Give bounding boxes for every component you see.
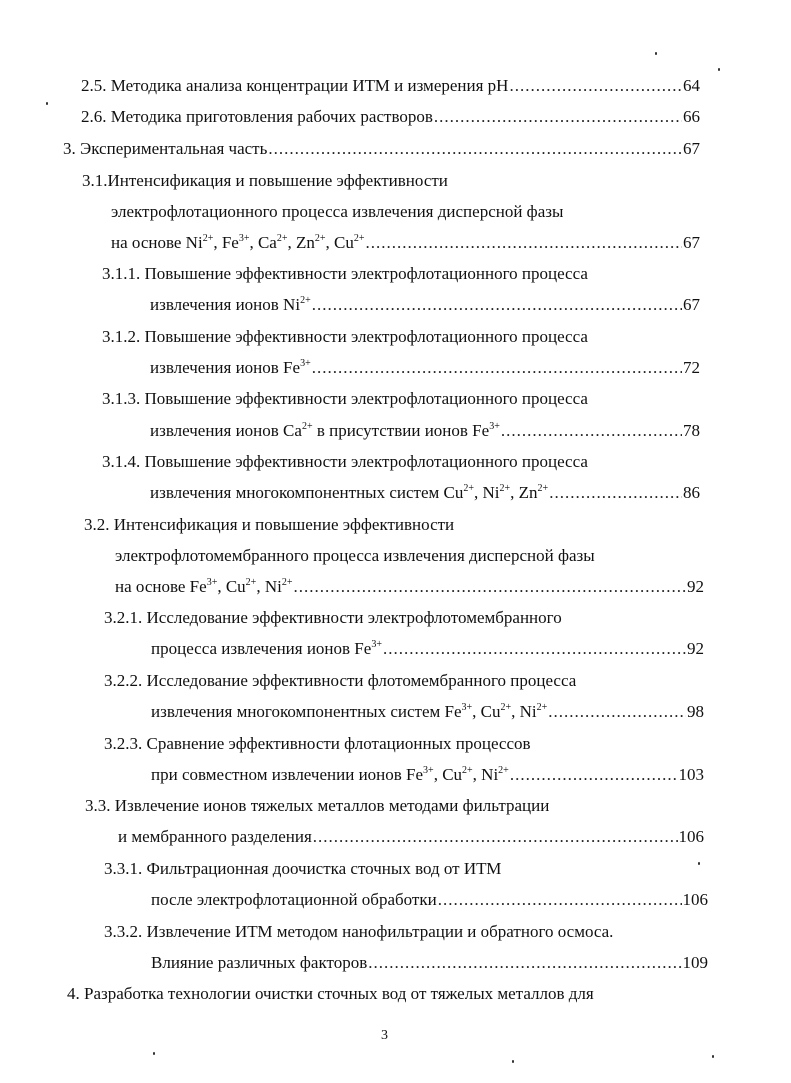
toc-entry-title: извлечения многокомпонентных систем $Fe^{3+}$, $Cu^{2+}$, $Ni^{2+}$ xyxy=(151,702,548,721)
toc-entry-page: 109 xyxy=(682,953,708,972)
page-number: 3 xyxy=(381,1028,388,1043)
toc-leader xyxy=(312,293,682,317)
toc-entry-title: 3.2.3. Сравнение эффективности флотационных процессов xyxy=(104,734,531,753)
toc-entry-title: 3.2.1. Исследование эффективности электрофлотомембранного xyxy=(104,608,562,627)
toc-entry-3-3-2-line2 xyxy=(151,951,708,975)
toc-entry-3-1-1-line2 xyxy=(150,293,700,317)
toc-entry-3-3-2-line1 xyxy=(104,920,613,944)
toc-entry-title: 3.2.2. Исследование эффективности флотомембранного процесса xyxy=(104,671,577,690)
toc-entry-title: на основе $Ni^{2+}$, $Fe^{3+}$, $Ca^{2+}$, $Zn^{2+}$, $Cu^{2+}$ xyxy=(111,233,365,252)
toc-entry-title: 3. Экспериментальная часть xyxy=(63,139,268,158)
toc-entry-3-2-3-line2 xyxy=(151,763,704,787)
toc-leader xyxy=(312,356,682,380)
toc-leader xyxy=(509,74,682,98)
scan-speck xyxy=(153,1052,155,1055)
toc-entry-title: извлечения ионов $Fe^{3+}$ xyxy=(150,358,311,377)
toc-entry-3-1-2-line2 xyxy=(150,356,700,380)
toc-entry-page: 67 xyxy=(683,295,700,314)
scan-speck xyxy=(512,1060,514,1063)
toc-entry-page: 86 xyxy=(683,483,700,502)
toc-entry-3-1-4-line1 xyxy=(102,450,588,474)
toc-entry-page: 92 xyxy=(687,577,704,596)
toc-entry-title: 2.6. Методика приготовления рабочих растворов xyxy=(81,107,433,126)
toc-entry-3-2-2-line1 xyxy=(104,669,576,693)
toc-entry-page: 67 xyxy=(683,233,700,252)
toc-entry-title: и мембранного разделения xyxy=(118,827,312,846)
toc-entry-3 xyxy=(63,137,700,161)
toc-entry-page: 66 xyxy=(683,107,700,126)
toc-entry-3-3-line1 xyxy=(85,794,549,818)
toc-entry-title: на основе $Fe^{3+}$, $Cu^{2+}$, $Ni^{2+}$ xyxy=(115,577,293,596)
toc-entry-3-2-1-line1 xyxy=(104,606,562,630)
scan-speck xyxy=(698,862,700,865)
toc-entry-3-1-4-line2 xyxy=(150,481,700,505)
toc-entry-3-1-2-line1 xyxy=(102,325,588,349)
toc-entry-3-2-1-line2 xyxy=(151,637,704,661)
toc-leader xyxy=(549,481,682,505)
toc-entry-3-1-1-line1 xyxy=(102,262,588,286)
toc-entry-title: 3.2. Интенсификация и повышение эффективности xyxy=(84,515,455,534)
toc-leader xyxy=(368,951,681,975)
toc-entry-3-1-3-line2 xyxy=(150,419,700,443)
toc-leader xyxy=(313,825,678,849)
toc-entry-3-2-2-line2 xyxy=(151,700,704,724)
toc-entry-3-2-line2 xyxy=(115,544,595,568)
toc-entry-3-2-line1 xyxy=(84,513,454,537)
toc-entry-3-1-line1 xyxy=(82,169,448,193)
toc-entry-title: 3.1.2. Повышение эффективности электрофлотационного процесса xyxy=(102,327,588,346)
toc-leader xyxy=(510,763,678,787)
toc-entry-4 xyxy=(67,982,594,1006)
toc-entry-2-5 xyxy=(81,74,700,98)
toc-entry-title: извлечения многокомпонентных систем $Cu^{2+}$, $Ni^{2+}$, $Zn^{2+}$ xyxy=(150,483,549,502)
toc-entry-title: извлечения ионов $Ni^{2+}$ xyxy=(150,295,311,314)
toc-entry-page: 98 xyxy=(687,702,704,721)
toc-leader xyxy=(501,419,682,443)
toc-leader xyxy=(548,700,686,724)
toc-entry-3-1-3-line1 xyxy=(102,387,588,411)
toc-entry-title: электрофлотационного процесса извлечения дисперсной фазы xyxy=(111,202,564,221)
toc-entry-page: 92 xyxy=(687,639,704,658)
toc-leader xyxy=(366,231,682,255)
toc-entry-title: 3.1.3. Повышение эффективности электрофлотационного процесса xyxy=(102,389,588,408)
toc-leader xyxy=(434,105,682,129)
toc-entry-title: Влияние различных факторов xyxy=(151,953,368,972)
toc-entry-page: 78 xyxy=(683,421,700,440)
toc-entry-title: при совместном извлечении ионов $Fe^{3+}$, $Cu^{2+}$, $Ni^{2+}$ xyxy=(151,765,509,784)
scan-speck xyxy=(46,102,48,105)
toc-entry-page: 106 xyxy=(682,890,708,909)
scan-speck xyxy=(712,1055,714,1058)
toc-entry-3-1-line2 xyxy=(111,200,563,224)
toc-entry-title: 3.3.2. Извлечение ИТМ методом нанофильтрации и обратного осмоса. xyxy=(104,922,614,941)
toc-entry-3-2-line3 xyxy=(115,575,704,599)
toc-entry-title: 2.5. Методика анализа концентрации ИТМ и измерения pH xyxy=(81,76,509,95)
toc-entry-title: после электрофлотационной обработки xyxy=(151,890,437,909)
toc-entry-page: 106 xyxy=(678,827,704,846)
toc-entry-3-3-line2 xyxy=(118,825,704,849)
toc-entry-title: 4. Разработка технологии очистки сточных вод от тяжелых металлов для xyxy=(67,984,594,1003)
toc-entry-page: 103 xyxy=(678,765,704,784)
toc-entry-2-6 xyxy=(81,105,700,129)
toc-entry-title: 3.1.Интенсификация и повышение эффективности xyxy=(82,171,448,190)
scan-speck xyxy=(718,68,720,71)
scan-speck xyxy=(655,52,657,55)
toc-entry-title: процесса извлечения ионов $Fe^{3+}$ xyxy=(151,639,382,658)
toc-leader xyxy=(293,575,686,599)
toc-entry-title: электрофлотомембранного процесса извлечения дисперсной фазы xyxy=(115,546,595,565)
toc-entry-title: извлечения ионов $Ca^{2+}$ в присутствии ионов $Fe^{3+}$ xyxy=(150,421,500,440)
toc-leader xyxy=(438,888,682,912)
toc-leader xyxy=(268,137,682,161)
toc-entry-title: 3.3.1. Фильтрационная доочистка сточных вод от ИТМ xyxy=(104,859,502,878)
toc-leader xyxy=(383,637,686,661)
toc-entry-page: 64 xyxy=(683,76,700,95)
toc-entry-3-1-line3 xyxy=(111,231,700,255)
toc-entry-title: 3.1.1. Повышение эффективности электрофлотационного процесса xyxy=(102,264,588,283)
toc-entry-3-3-1-line1 xyxy=(104,857,501,881)
toc-entry-3-2-3-line1 xyxy=(104,732,531,756)
toc-entry-page: 72 xyxy=(683,358,700,377)
toc-entry-title: 3.3. Извлечение ионов тяжелых металлов методами фильтрации xyxy=(85,796,550,815)
toc-entry-page: 67 xyxy=(683,139,700,158)
toc-entry-title: 3.1.4. Повышение эффективности электрофлотационного процесса xyxy=(102,452,588,471)
toc-entry-3-3-1-line2 xyxy=(151,888,708,912)
